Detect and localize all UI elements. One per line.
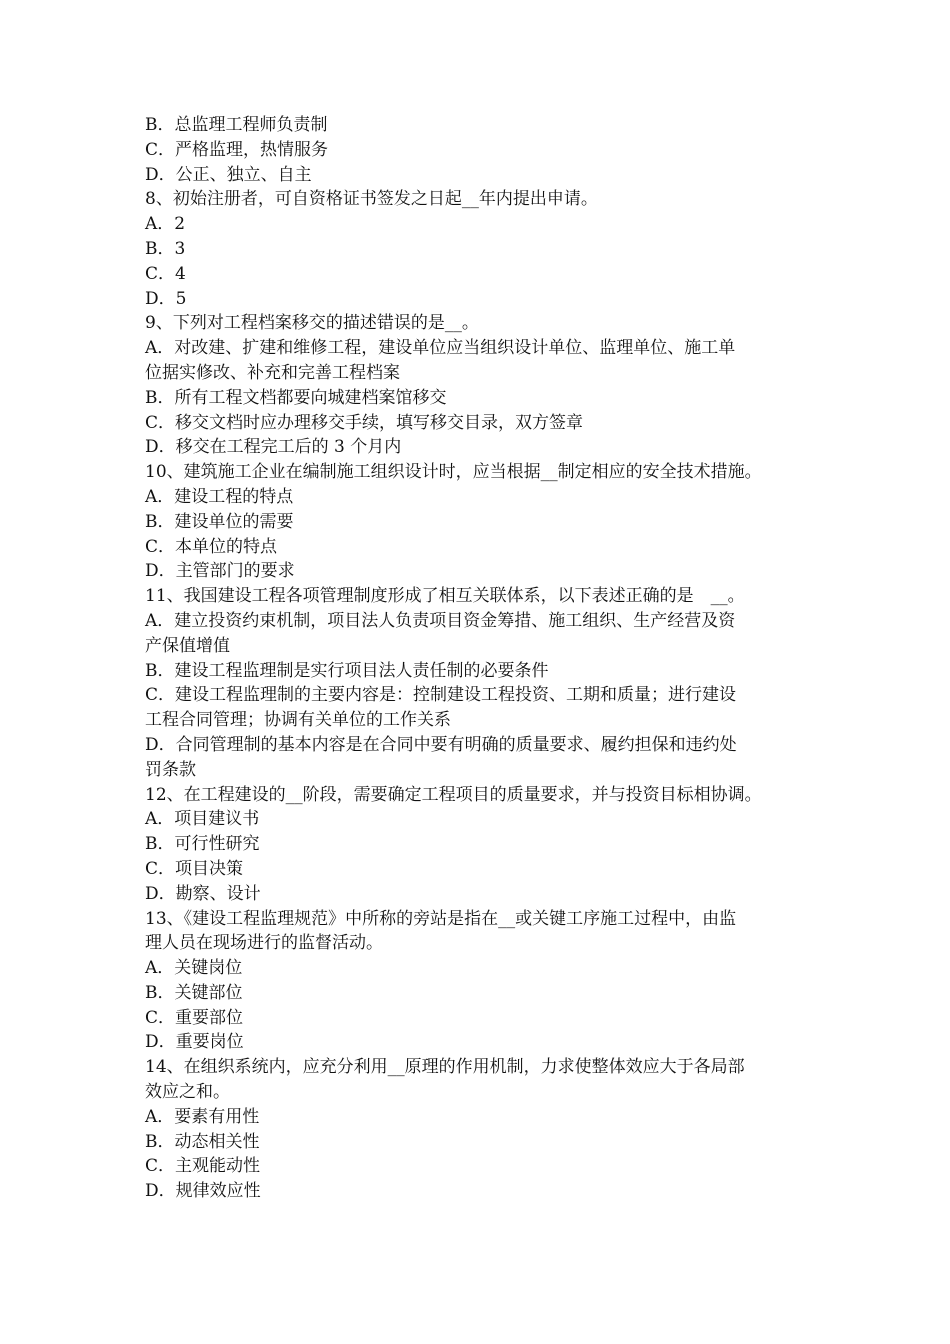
text-line: 11、我国建设工程各项管理制度形成了相互关联体系，以下表述正确的是 __。 <box>145 586 745 607</box>
text-line: C．本单位的特点 <box>145 536 278 557</box>
text-line: C．项目决策 <box>145 858 244 879</box>
text-line: 12、在工程建设的__阶段，需要确定工程项目的质量要求，并与投资目标相协调。 <box>145 784 762 805</box>
text-line: B．动态相关性 <box>145 1131 260 1152</box>
document-page <box>145 113 813 1204</box>
text-line: D．5 <box>145 288 187 309</box>
text-line: D．规律效应性 <box>145 1181 261 1202</box>
text-line: D．主管部门的要求 <box>145 561 295 582</box>
text-line: B．关键部位 <box>145 982 243 1003</box>
text-line: A．建立投资约束机制，项目法人负责项目资金筹措、施工组织、生产经营及资 <box>145 610 736 631</box>
text-line: A．关键岗位 <box>145 958 243 979</box>
text-line: B．可行性研究 <box>145 834 260 855</box>
text-line: B．建设工程监理制是实行项目法人责任制的必要条件 <box>145 660 549 681</box>
text-line: B．所有工程文档都要向城建档案馆移交 <box>145 387 447 408</box>
text-line: C．严格监理，热情服务 <box>145 139 329 160</box>
text-line: 效应之和。 <box>145 1082 230 1103</box>
text-line: 罚条款 <box>145 759 196 780</box>
text-line: A．项目建议书 <box>145 809 260 830</box>
text-line: A．对改建、扩建和维修工程，建设单位应当组织设计单位、监理单位、施工单 <box>145 338 736 359</box>
text-line: C．移交文档时应办理移交手续，填写移交目录，双方签章 <box>145 412 584 433</box>
text-line: C．建设工程监理制的主要内容是：控制建设工程投资、工期和质量；进行建设 <box>145 685 737 706</box>
text-line: 产保值增值 <box>145 635 230 656</box>
text-line: C．4 <box>145 263 186 284</box>
text-line: 13、《建设工程监理规范》中所称的旁站是指在__或关键工序施工过程中，由监 <box>145 908 737 929</box>
text-line: 9、下列对工程档案移交的描述错误的是__。 <box>145 313 479 334</box>
text-line: 8、初始注册者，可自资格证书签发之日起__年内提出申请。 <box>145 189 598 210</box>
text-line: 理人员在现场进行的监督活动。 <box>145 933 383 954</box>
text-line: D．合同管理制的基本内容是在合同中要有明确的质量要求、履约担保和违约处 <box>145 734 737 755</box>
text-line: B．建设单位的需要 <box>145 511 294 532</box>
text-line: A．要素有用性 <box>145 1106 260 1127</box>
text-line: B．3 <box>145 238 186 259</box>
text-line: 位据实修改、补充和完善工程档案 <box>145 362 400 383</box>
text-line: D．移交在工程完工后的 3 个月内 <box>145 437 402 458</box>
text-line: A．建设工程的特点 <box>145 486 294 507</box>
text-line: A．2 <box>145 214 186 235</box>
text-line: 工程合同管理；协调有关单位的工作关系 <box>145 710 451 731</box>
text-line: 14、在组织系统内，应充分利用__原理的作用机制，力求使整体效应大于各局部 <box>145 1057 745 1078</box>
text-line: C．主观能动性 <box>145 1156 261 1177</box>
text-line: D．重要岗位 <box>145 1032 244 1053</box>
text-line: D．勘察、设计 <box>145 883 261 904</box>
text-line: 10、建筑施工企业在编制施工组织设计时，应当根据__制定相应的安全技术措施。 <box>145 462 762 483</box>
text-line: C．重要部位 <box>145 1007 244 1028</box>
text-line: B．总监理工程师负责制 <box>145 115 328 135</box>
text-line: D．公正、独立、自主 <box>145 164 312 185</box>
